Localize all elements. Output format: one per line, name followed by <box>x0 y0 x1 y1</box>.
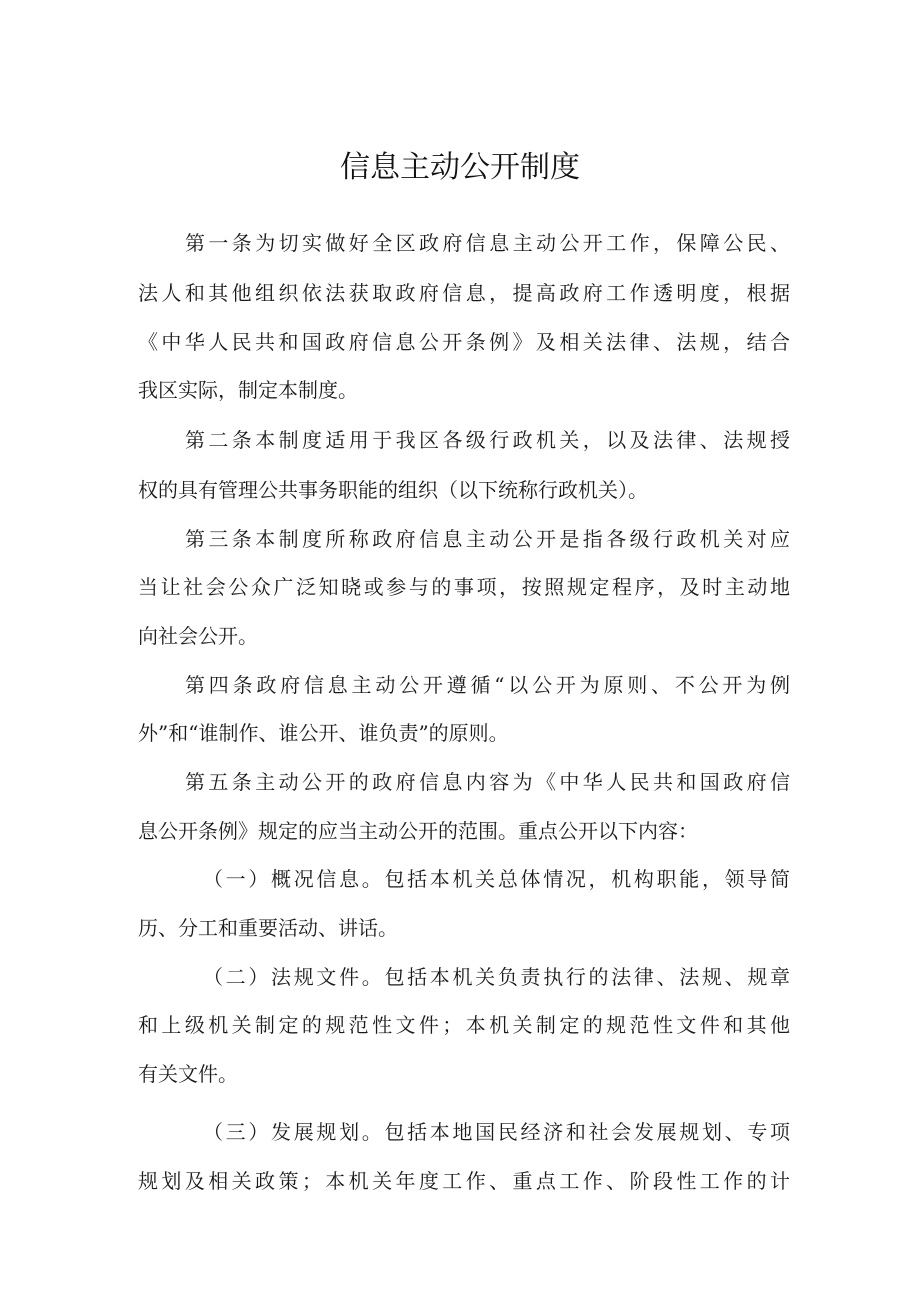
paragraph-line: 第二条本制度适用于我区各级行政机关，以及法律、法规授 <box>185 428 790 452</box>
paragraph-line: 我区实际，制定本制度。 <box>138 378 358 402</box>
paragraph-line: 第一条为切实做好全区政府信息主动公开工作，保障公民、 <box>185 231 790 255</box>
paragraph-line: 和上级机关制定的规范性文件；本机关制定的规范性文件和其他 <box>138 1013 790 1037</box>
paragraph-line: 有关文件。 <box>138 1062 238 1086</box>
paragraph-line: 历、分工和重要活动、讲话。 <box>138 916 398 940</box>
paragraph-line: 第三条本制度所称政府信息主动公开是指各级行政机关对应 <box>185 527 790 551</box>
page-title: 信息主动公开制度 <box>340 150 580 185</box>
paragraph-line: 权的具有管理公共事务职能的组织（以下统称行政机关）。 <box>138 478 648 502</box>
paragraph-line: 法人和其他组织依法获取政府信息，提高政府工作透明度，根据 <box>138 281 790 305</box>
paragraph-line: 息公开条例》规定的应当主动公开的范围。重点公开以下内容： <box>138 819 698 843</box>
paragraph-line: 外”和“谁制作、谁公开、谁负责”的原则。 <box>138 721 509 745</box>
paragraph-line: （二）法规文件。包括本机关负责执行的法律、法规、规章 <box>203 965 790 989</box>
paragraph-line: 第四条政府信息主动公开遵循“以公开为原则、不公开为例 <box>185 673 790 697</box>
paragraph-line: 当让社会公众广泛知晓或参与的事项，按照规定程序，及时主动地 <box>138 575 790 599</box>
paragraph-line: 规划及相关政策；本机关年度工作、重点工作、阶段性工作的计 <box>138 1169 790 1193</box>
paragraph-line: （三）发展规划。包括本地国民经济和社会发展规划、专项 <box>203 1120 790 1144</box>
paragraph-line: 《中华人民共和国政府信息公开条例》及相关法律、法规，结合 <box>138 330 790 354</box>
paragraph-line: 向社会公开。 <box>138 624 258 648</box>
paragraph-line: 第五条主动公开的政府信息内容为《中华人民共和国政府信 <box>185 770 790 794</box>
paragraph-line: （一）概况信息。包括本机关总体情况，机构职能，领导简 <box>203 867 790 891</box>
